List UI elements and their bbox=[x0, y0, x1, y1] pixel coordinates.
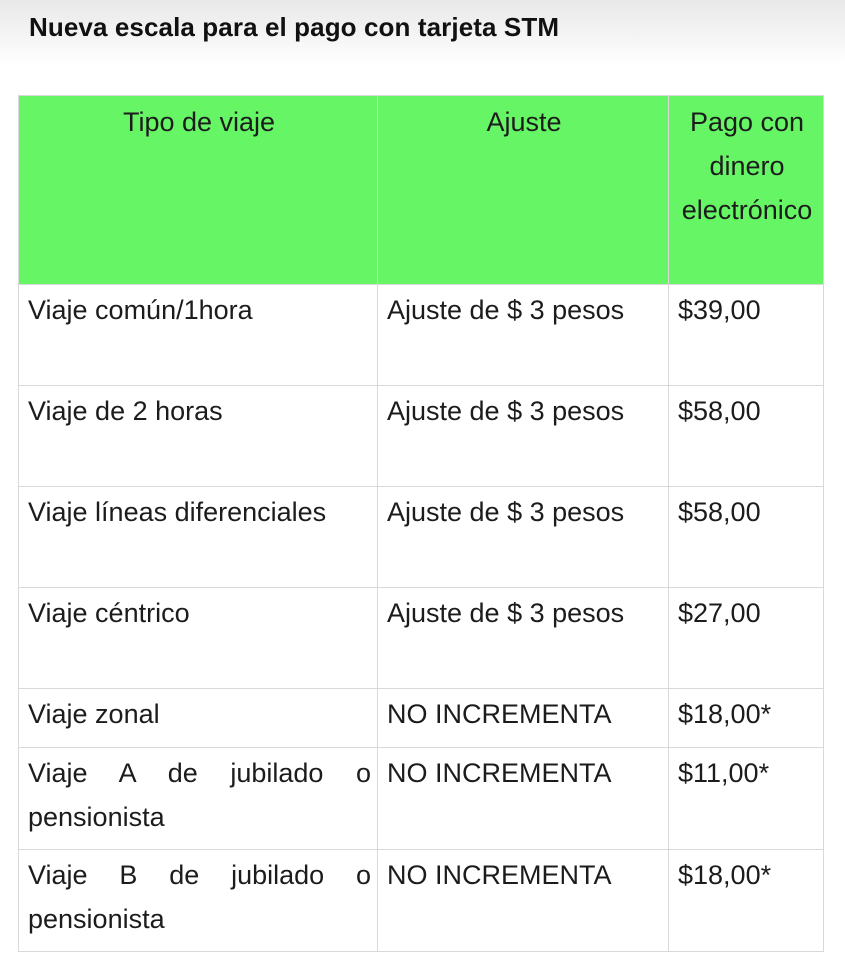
table-row bbox=[19, 588, 824, 689]
header-tipo-de-viaje: Tipo de viaje bbox=[19, 96, 378, 285]
fare-table bbox=[18, 95, 824, 952]
cell-ajuste: Ajuste de $ 3 pesos bbox=[378, 285, 669, 386]
table-row bbox=[19, 689, 824, 748]
cell-pago: $27,00 bbox=[669, 588, 824, 689]
cell-tipo: Viaje líneas diferenciales bbox=[19, 487, 378, 588]
cell-tipo: Viaje de 2 horas bbox=[19, 386, 378, 487]
table-header-row bbox=[19, 96, 824, 285]
cell-pago: $39,00 bbox=[669, 285, 824, 386]
page-title: Nueva escala para el pago con tarjeta STM bbox=[29, 12, 560, 42]
cell-tipo: Viaje común/1hora bbox=[19, 285, 378, 386]
cell-ajuste: Ajuste de $ 3 pesos bbox=[378, 487, 669, 588]
cell-pago: $11,00* bbox=[669, 748, 824, 850]
table-row bbox=[19, 285, 824, 386]
cell-tipo: Viaje zonal bbox=[19, 689, 378, 748]
table-row bbox=[19, 487, 824, 588]
header-pago-dinero-electronico: Pago con dinero electrónico bbox=[669, 96, 824, 285]
cell-pago: $18,00* bbox=[669, 850, 824, 952]
cell-ajuste: NO INCREMENTA bbox=[378, 689, 669, 748]
cell-tipo: Viaje A de jubilado o pensionista bbox=[19, 748, 378, 850]
cell-ajuste: Ajuste de $ 3 pesos bbox=[378, 386, 669, 487]
cell-tipo: Viaje céntrico bbox=[19, 588, 378, 689]
cell-ajuste: NO INCREMENTA bbox=[378, 748, 669, 850]
cell-pago: $58,00 bbox=[669, 386, 824, 487]
cell-ajuste: Ajuste de $ 3 pesos bbox=[378, 588, 669, 689]
cell-ajuste: NO INCREMENTA bbox=[378, 850, 669, 952]
table-row bbox=[19, 386, 824, 487]
header-ajuste: Ajuste bbox=[378, 96, 669, 285]
cell-pago: $58,00 bbox=[669, 487, 824, 588]
table-row bbox=[19, 850, 824, 952]
table-row bbox=[19, 748, 824, 850]
cell-pago: $18,00* bbox=[669, 689, 824, 748]
cell-tipo: Viaje B de jubilado o pensionista bbox=[19, 850, 378, 952]
